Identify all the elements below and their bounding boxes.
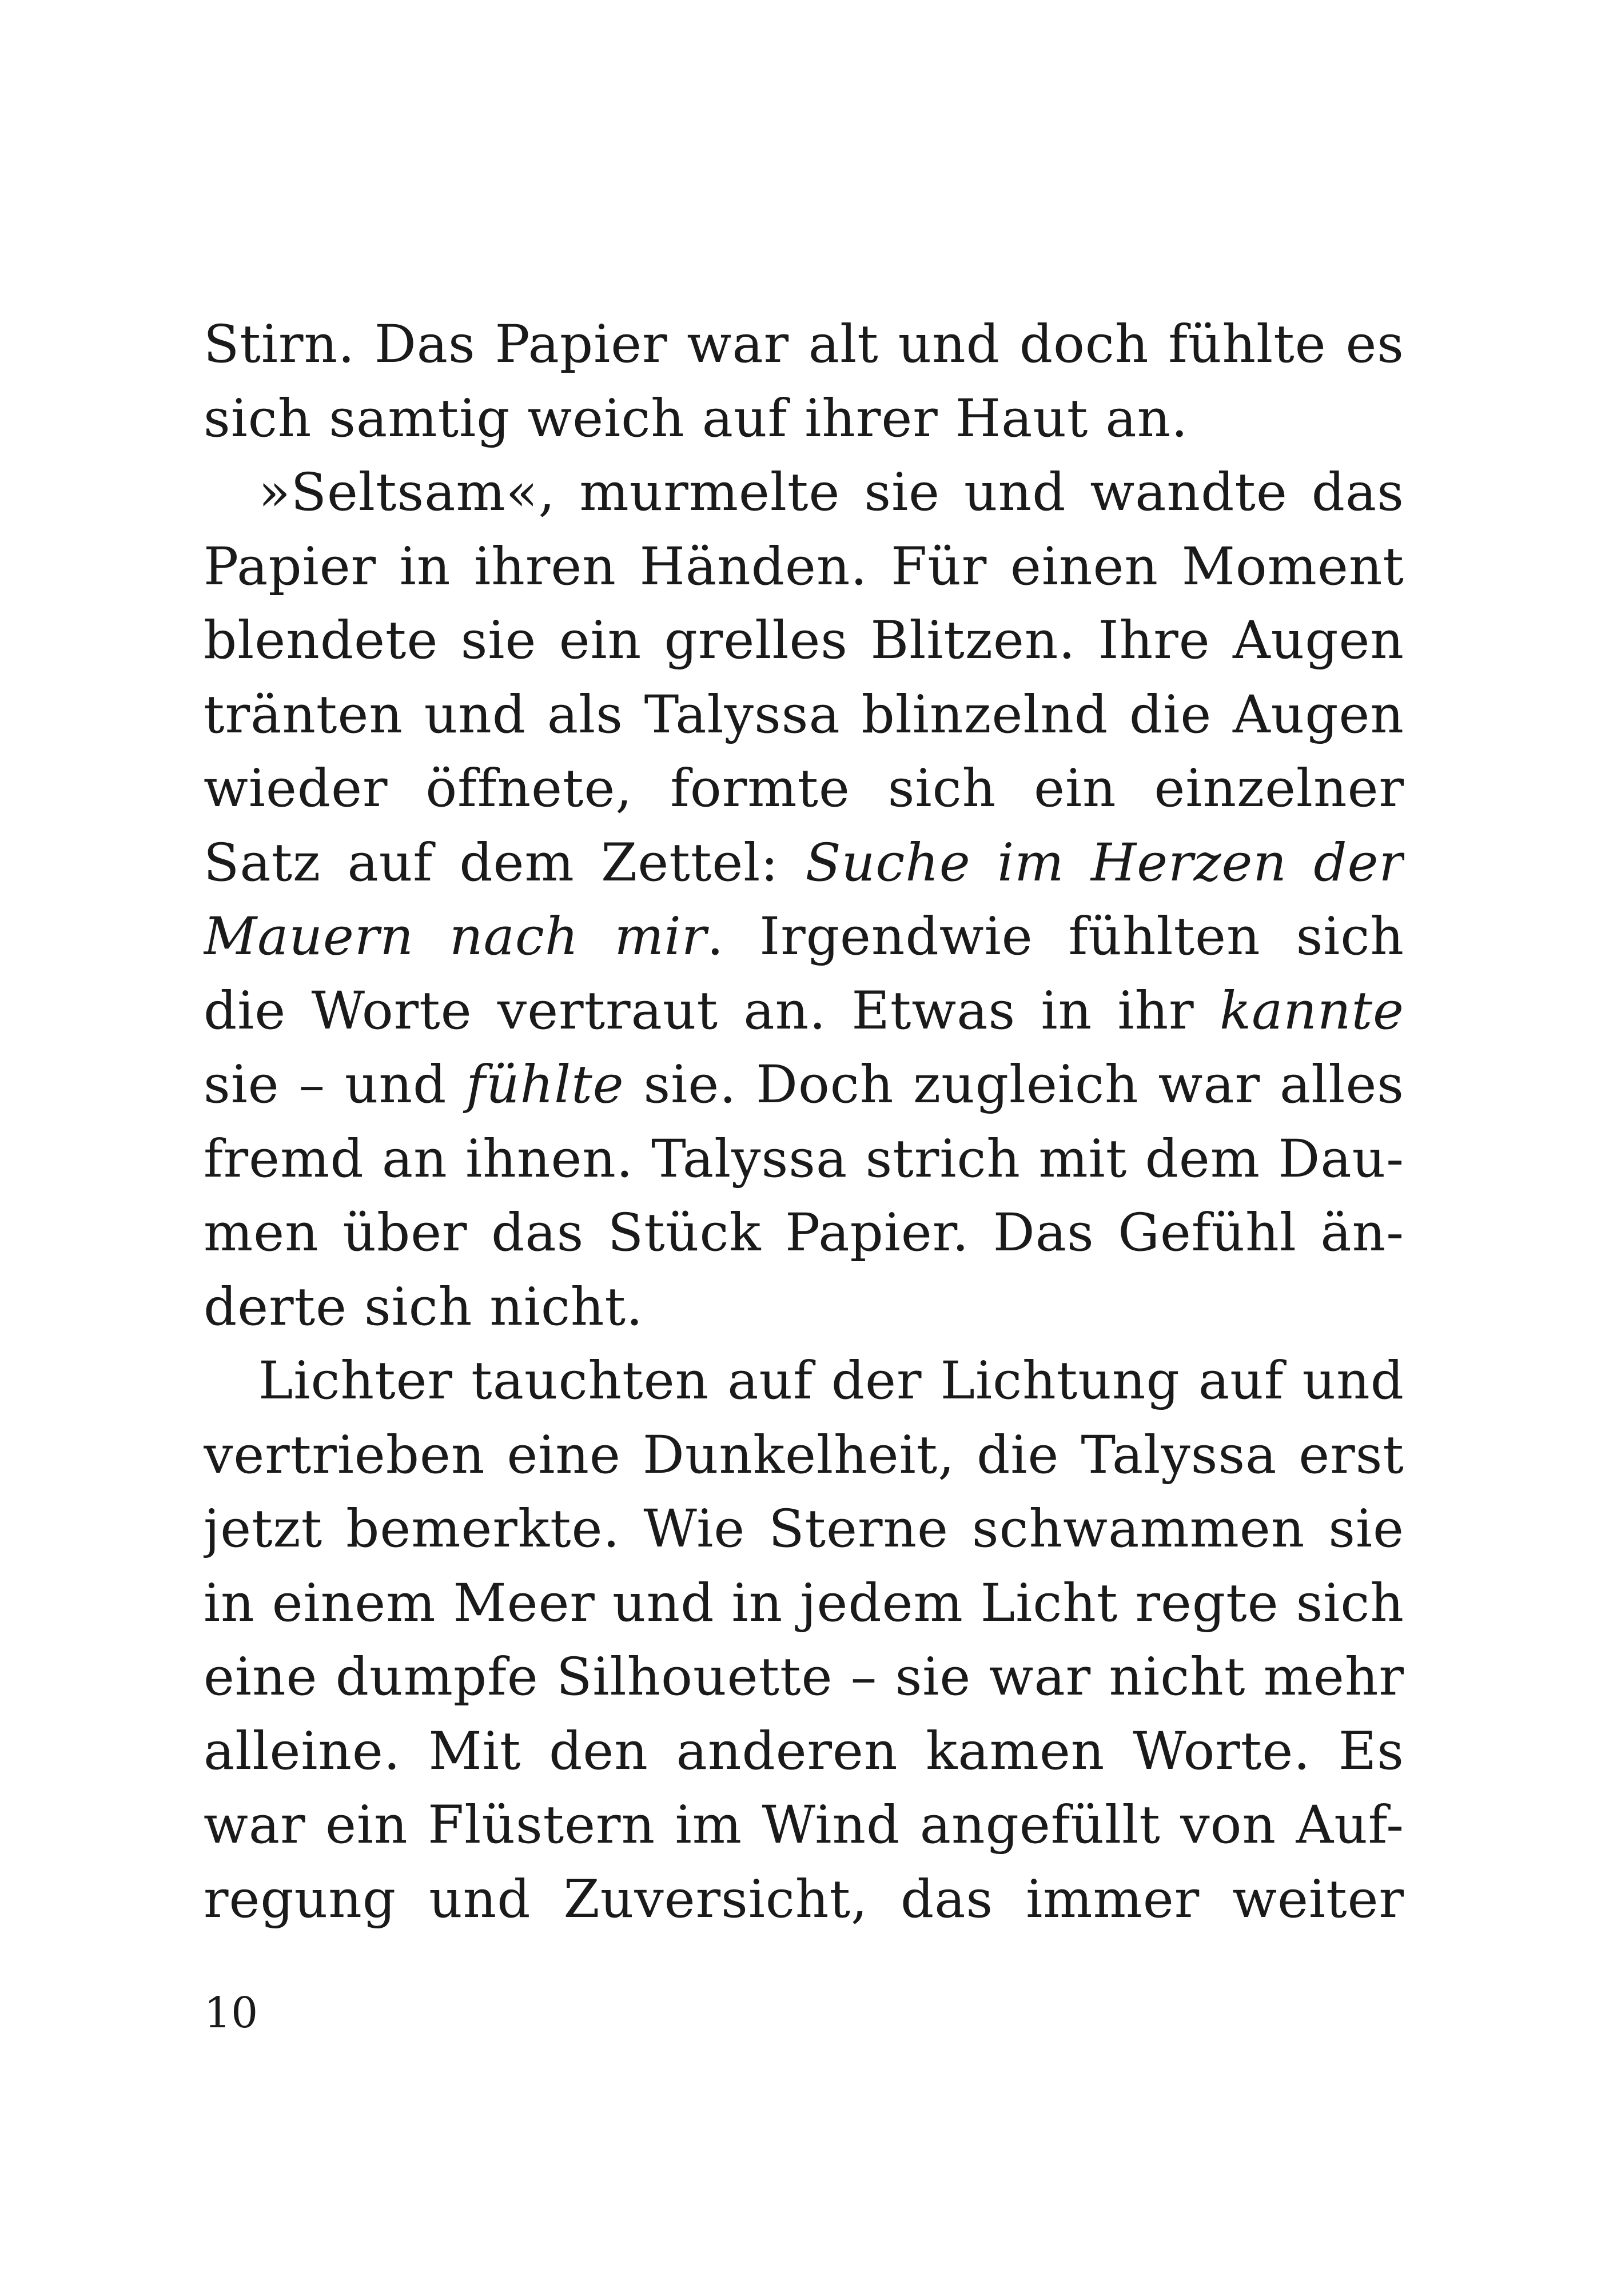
italic-run: kannte: [1219, 980, 1404, 1041]
italic-run: fühlte: [466, 1055, 624, 1115]
text-line: [204, 900, 1404, 974]
page-number: 10: [204, 1988, 258, 2038]
text-line: jetzt bemerkte. Wie Sterne schwammen sie: [204, 1499, 1404, 1559]
text-line: sich samtig weich auf ihrer Haut an.: [204, 388, 1189, 449]
text-line: wieder öffnete, formte sich ein einzelner: [204, 759, 1404, 819]
text-line: Stirn. Das Papier war alt und doch fühlte es: [204, 314, 1404, 374]
text-run: sie. Doch zugleich war alles: [624, 1055, 1404, 1115]
text-line: fremd an ihnen. Talyssa strich mit dem Dau-: [204, 1129, 1404, 1189]
italic-run: Suche im Herzen der: [805, 832, 1404, 893]
text-line: blendete sie ein grelles Blitzen. Ihre Augen: [204, 611, 1404, 671]
text-line: »Seltsam«, murmelte sie und wandte das: [258, 463, 1404, 523]
text-line: Papier in ihren Händen. Für einen Moment: [204, 536, 1404, 597]
text-line: vertrieben eine Dunkelheit, die Talyssa erst: [204, 1425, 1404, 1485]
text-line: war ein Flüstern im Wind angefüllt von Auf-: [204, 1795, 1404, 1855]
text-line: eine dumpfe Silhouette – sie war nicht mehr: [204, 1647, 1404, 1707]
text-line: [204, 826, 1404, 900]
text-run: Satz auf dem Zettel:: [204, 832, 806, 893]
text-line: derte sich nicht.: [204, 1277, 644, 1337]
text-line: tränten und als Talyssa blinzelnd die Augen: [204, 684, 1404, 745]
text-line: Lichter tauchten auf der Lichtung auf und: [258, 1351, 1404, 1411]
body-text: [204, 308, 1404, 1936]
text-run: die Worte vertraut an. Etwas in ihr: [204, 980, 1220, 1041]
text-line: in einem Meer und in jedem Licht regte sich: [204, 1573, 1404, 1633]
text-line: alleine. Mit den anderen kamen Worte. Es: [204, 1721, 1404, 1781]
text-line: regung und Zuversicht, das immer weiter: [204, 1869, 1404, 1930]
text-run: . Irgendwie fühlten sich: [707, 907, 1404, 967]
text-line: [204, 1048, 1404, 1122]
text-line: men über das Stück Papier. Das Gefühl än-: [204, 1203, 1404, 1263]
text-line: [204, 974, 1404, 1049]
italic-run: Mauern nach mir: [204, 907, 707, 967]
text-run: sie – und: [204, 1055, 467, 1115]
